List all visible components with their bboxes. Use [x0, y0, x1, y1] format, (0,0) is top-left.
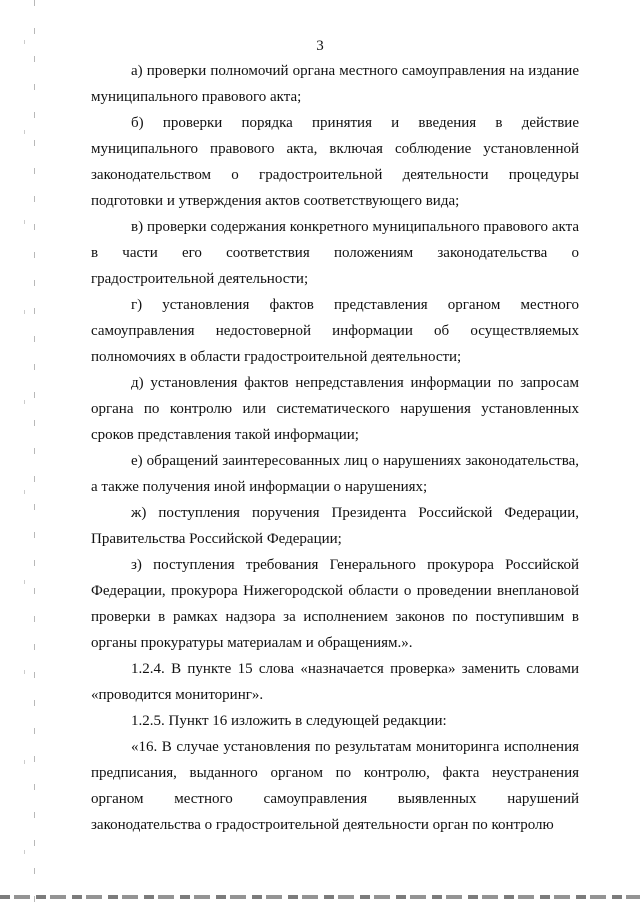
paragraph-e: е) обращений заинтересованных лиц о нарушениях законодательства, а также получения иной информации о нарушениях; [91, 453, 579, 495]
paragraph-d: д) установления фактов непредставления информации по запросам органа по контролю или систематического нарушения установленных сроков представления такой информации; [91, 375, 579, 443]
paragraph-16: «16. В случае установления по результатам мониторинга исполнения предписания, выданного органом по контролю, факта неустранения органом местного самоуправления выявленных нарушений законодательства о градостроительной деятельности орган по контролю [91, 739, 579, 833]
document-body [91, 58, 579, 838]
paragraph-1-2-5: 1.2.5. Пункт 16 изложить в следующей редакции: [131, 713, 447, 729]
page-number: 3 [316, 38, 324, 54]
scan-bottom-artifact [0, 895, 640, 899]
paragraph-b: б) проверки порядка принятия и введения в действие муниципального правового акта, включая соблюдение установленной законодательством о градостроительной деятельности процедуры подготовки и утверждения актов соответствующего вида; [91, 115, 579, 209]
paragraph-z: з) поступления требования Генерального прокурора Российской Федерации, прокурора Нижегородской области о проведении внеплановой проверки в рамках надзора за исполнением законов по поступившим в органы прокуратуры материалам и обращениям.». [91, 557, 579, 651]
paragraph-1-2-4: 1.2.4. В пункте 15 слова «назначается проверка» заменить словами «проводится мониторинг». [91, 661, 579, 703]
paragraph-a: а) проверки полномочий органа местного самоуправления на издание муниципального правового акта; [91, 63, 579, 105]
scan-edge-marks [24, 0, 25, 905]
paragraph-zh: ж) поступления поручения Президента Российской Федерации, Правительства Российской Федерации; [91, 505, 579, 547]
paragraph-v: в) проверки содержания конкретного муниципального правового акта в части его соответствия положениям законодательства о градостроительной деятельности; [91, 219, 579, 287]
paragraph-g: г) установления фактов представления органом местного самоуправления недостоверной информации об осуществляемых полномочиях в области градостроительной деятельности; [91, 297, 579, 365]
scan-edge-marks-inner [34, 0, 35, 905]
